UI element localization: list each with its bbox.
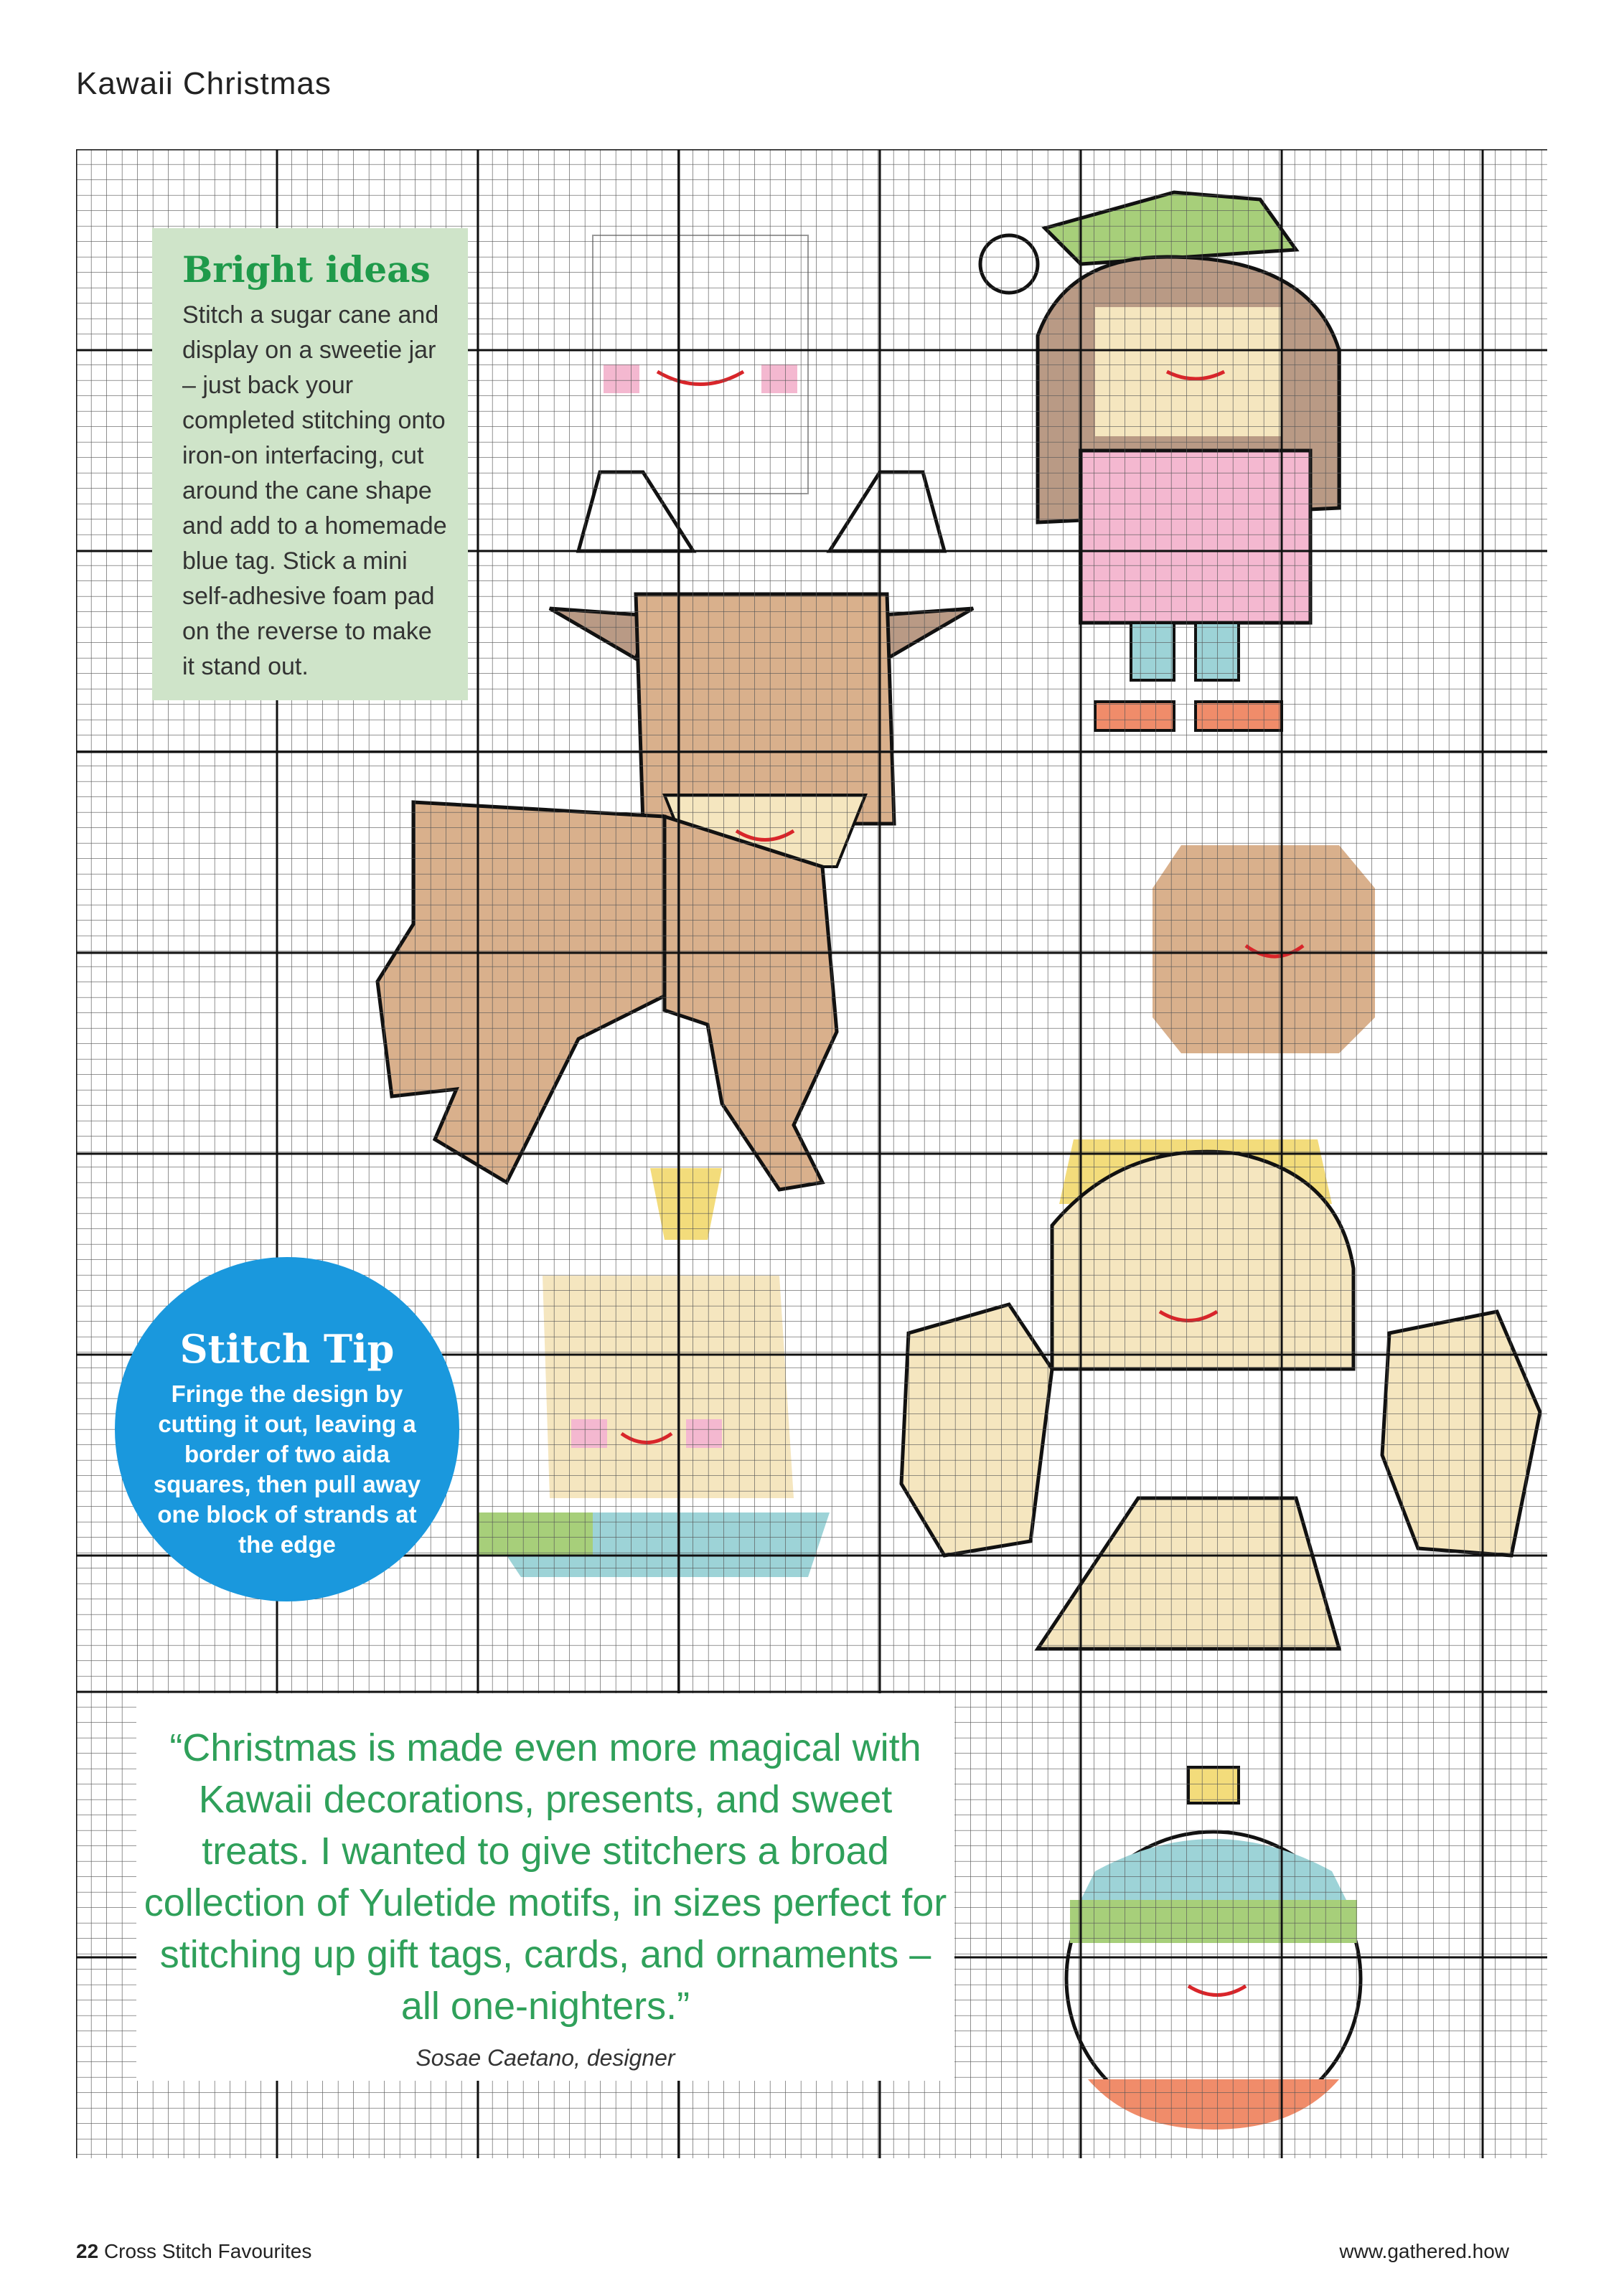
stitch-tip-body: Fringe the design by cutting it out, leaving a border of two aida squares, then pull away one block of strands at the edge — [153, 1380, 421, 1558]
quote-attribution: Sosae Caetano, designer — [416, 2045, 675, 2071]
bright-ideas-box — [152, 228, 468, 700]
stitch-tip-badge — [115, 1257, 459, 1601]
page-title: Kawaii Christmas — [76, 66, 332, 101]
page-number: 22 — [76, 2240, 99, 2262]
stitch-tip-heading: Stitch Tip — [179, 1326, 395, 1372]
designer-quote — [136, 1693, 954, 2081]
publication-name: Cross Stitch Favourites — [103, 2240, 312, 2262]
footer-website[interactable]: www.gathered.how — [1339, 2240, 1509, 2262]
bright-ideas-heading: Bright ideas — [182, 248, 431, 291]
bright-ideas-body: Stitch a sugar cane and display on a sweetie jar – just back your completed stitching onto iron-on interfacing, cut around the cane shape and add to a homemade blue tag. Stick a mini self-adhesive foam pad on the reverse to make it stand out. — [182, 301, 447, 680]
quote-text: “Christmas is made even more magical with Kawaii decorations, presents, and sweet treats. I wanted to give stitchers a broad collection of Yuletide motifs, in sizes perfect for stitching up gift tags, cards, and ornaments – all one-nighters.” — [144, 1726, 947, 2028]
footer-publication — [76, 2240, 311, 2263]
